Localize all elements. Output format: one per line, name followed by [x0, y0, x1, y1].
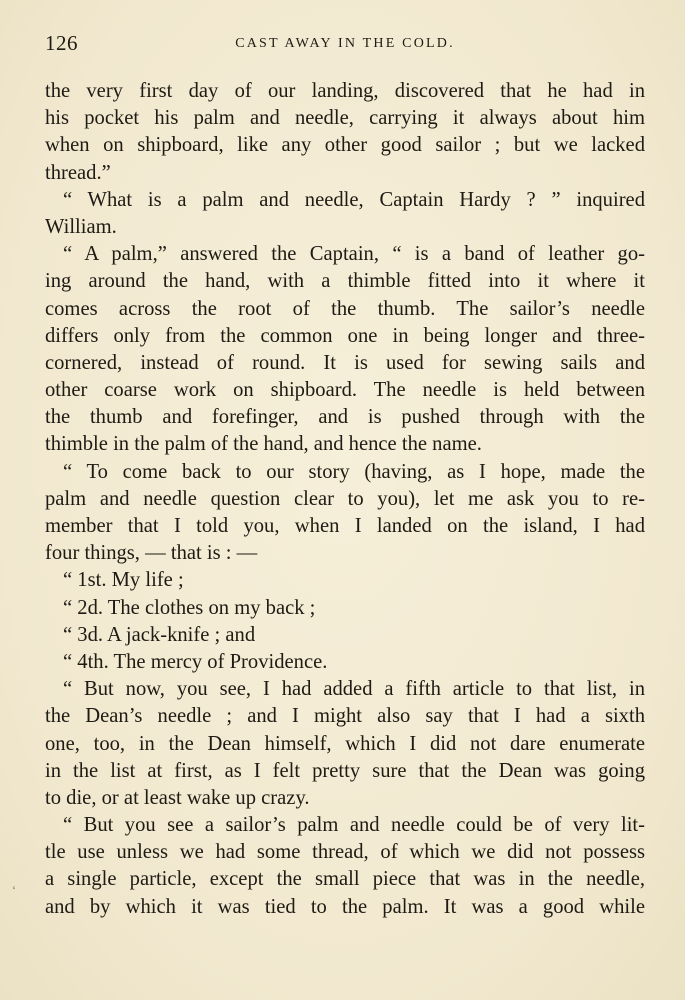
text-line: his pocket his palm and needle, carrying it always about him [45, 107, 645, 130]
text-line: “ 4th. The mercy of Providence. [63, 650, 328, 673]
body-text [45, 78, 645, 921]
text-line: “ To come back to our story (having, as I hope, made the [63, 460, 645, 483]
page-number: 126 [45, 31, 78, 55]
text-line: thread.” [45, 161, 111, 184]
page-header [45, 31, 645, 57]
text-line: thimble in the palm of the hand, and hence the name. [45, 433, 482, 456]
text-line: and by which it was tied to the palm. It was a good while [45, 895, 645, 918]
text-line: member that I told you, when I landed on the island, I had [45, 515, 645, 537]
text-line: comes across the root of the thumb. The sailor’s needle [45, 297, 645, 320]
running-head: CAST AWAY IN THE COLD. [235, 36, 455, 51]
text-line: “ A palm,” answered the Captain, “ is a band of leather go- [63, 243, 645, 266]
text-line: other coarse work on shipboard. The needle is held between [45, 379, 645, 402]
text-line: a single particle, except the small piece that was in the needle, [45, 868, 645, 891]
text-line: when on shipboard, like any other good sailor ; but we lacked [45, 134, 645, 157]
text-line: ing around the hand, with a thimble fitted into it where it [45, 270, 645, 293]
text-line: “ But you see a sailor’s palm and needle could be of very lit- [63, 814, 645, 837]
text-line: differs only from the common one in being longer and three- [45, 324, 645, 347]
text-line: the thumb and forefinger, and is pushed through with the [45, 406, 645, 429]
text-line: “ But now, you see, I had added a fifth article to that list, in [63, 678, 645, 701]
text-line: to die, or at least wake up crazy. [45, 786, 310, 809]
text-line: the Dean’s needle ; and I might also say that I had a sixth [45, 705, 645, 728]
text-line: “ 1st. My life ; [63, 569, 184, 592]
text-line: palm and needle question clear to you), let me ask you to re- [45, 487, 645, 510]
text-line: four things, — that is : — [45, 542, 258, 565]
margin-mark: ʻ [12, 883, 16, 897]
text-line: William. [45, 215, 117, 238]
text-line: “ 2d. The clothes on my back ; [63, 596, 316, 619]
text-line: in the list at first, as I felt pretty sure that the Dean was going [45, 759, 645, 782]
text-line: cornered, instead of round. It is used for sewing sails and [45, 351, 645, 374]
text-line: the very first day of our landing, discovered that he had in [45, 80, 645, 102]
text-line: “ What is a palm and needle, Captain Hardy ? ” inquired [63, 188, 645, 211]
text-line: tle use unless we had some thread, of which we did not possess [45, 841, 645, 864]
text-line: one, too, in the Dean himself, which I did not dare enumerate [45, 732, 645, 755]
text-line: “ 3d. A jack-knife ; and [63, 623, 256, 646]
